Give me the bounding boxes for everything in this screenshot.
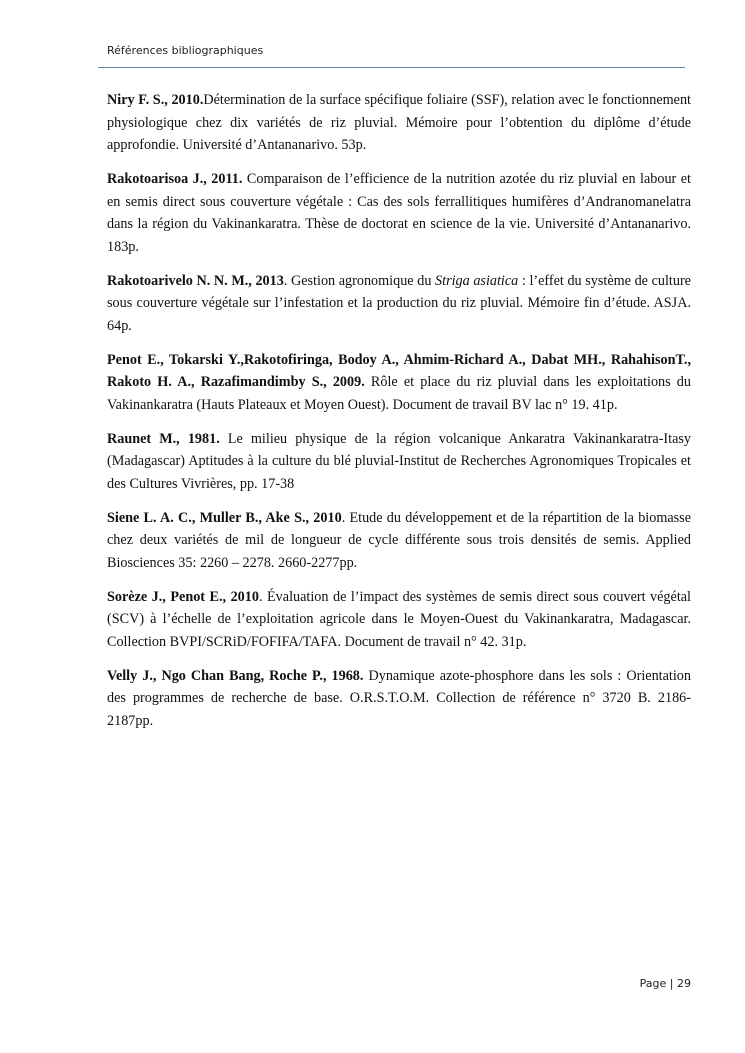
- reference-item: [107, 168, 691, 258]
- reference-text: . Évaluation de l’impact des systèmes de semis direct sous couvert végétal (SCV) à l’échelle de l’exploitation agricole dans le Moyen-Ouest du Vakinankaratra, Madagascar. Collection BVPI/SCRiD/FOFIFA/TAFA. Document de travail n° 42. 31p.: [107, 588, 691, 650]
- reference-text: Dynamique azote-phosphore dans les sols : Orientation des programmes de recherche de base. O.R.S.T.O.M. Collection de référence n° 3720 B. 2186-2187pp.: [107, 667, 691, 729]
- reference-item: [107, 270, 691, 338]
- header-divider: [98, 67, 685, 68]
- reference-authors: Rakotoarisoa J., 2011.: [107, 171, 243, 187]
- reference-authors: Sorèze J., Penot E., 2010: [107, 588, 259, 605]
- reference-authors: Raunet M., 1981.: [107, 430, 220, 447]
- reference-item: [107, 349, 691, 417]
- reference-list: [107, 89, 691, 744]
- reference-item: [107, 428, 691, 496]
- reference-authors: Siene L. A. C., Muller B., Ake S., 2010: [107, 509, 342, 526]
- reference-text: Le milieu physique de la région volcanique Ankaratra Vakinankaratra-Itasy (Madagascar) Aptitudes à la culture du blé pluvial-Institut de Recherches Agronomiques Tropicales et des Cultures Vivrières, pp. 17-38: [107, 430, 691, 492]
- reference-authors: Rakotoarivelo N. N. M., 2013: [107, 272, 284, 289]
- reference-text: Comparaison de l’efficience de la nutrition azotée du riz pluvial en labour et en semis direct sous couverture végétale : Cas des sols ferrallitiques humifères d’Andranomanelatra dans la région du Vakinankaratra. Thèse de doctorat en science de la vie. Université d’Antananarivo. 183p.: [107, 171, 691, 255]
- reference-text: Rôle et place du riz pluvial dans les exploitations du Vakinankaratra (Hauts Plateaux et Moyen Ouest). Document de travail BV lac n° 19. 41p.: [107, 374, 691, 413]
- reference-item: [107, 665, 691, 733]
- reference-authors: Niry F. S., 2010.: [107, 92, 204, 108]
- running-header: Références bibliographiques: [107, 44, 264, 57]
- reference-authors: Velly J., Ngo Chan Bang, Roche P., 1968.: [107, 667, 364, 684]
- reference-text: . Etude du développement et de la répartition de la biomasse chez deux variétés de mil de longueur de cycle différente sous trois densités de semis. Applied Biosciences 35: 2260 – 2278. 2660-2277pp.: [107, 509, 691, 571]
- reference-text: Détermination de la surface spécifique foliaire (SSF), relation avec le fonctionnement physiologique chez dix variétés de riz pluvial. Mémoire pour l’obtention du diplôme d’étude approfondie. Université d’Antananarivo. 53p.: [107, 92, 691, 153]
- reference-species-name: Striga asiatica: [435, 272, 519, 289]
- reference-item: [107, 586, 691, 654]
- page-number: Page | 29: [639, 977, 691, 990]
- reference-text: . Gestion agronomique du: [283, 272, 436, 289]
- reference-item: [107, 507, 691, 575]
- reference-text: : l’effet du système de culture sous couverture végétale sur l’infestation et la production du riz pluvial. Mémoire fin d’étude. ASJA. 64p.: [107, 272, 691, 334]
- reference-authors: Penot E., Tokarski Y.,Rakotofiringa, Bodoy A., Ahmim-Richard A., Dabat MH., RahahisonT., Rakoto H. A., Razafimandimby S., 2009.: [107, 351, 691, 390]
- reference-item: [107, 89, 691, 157]
